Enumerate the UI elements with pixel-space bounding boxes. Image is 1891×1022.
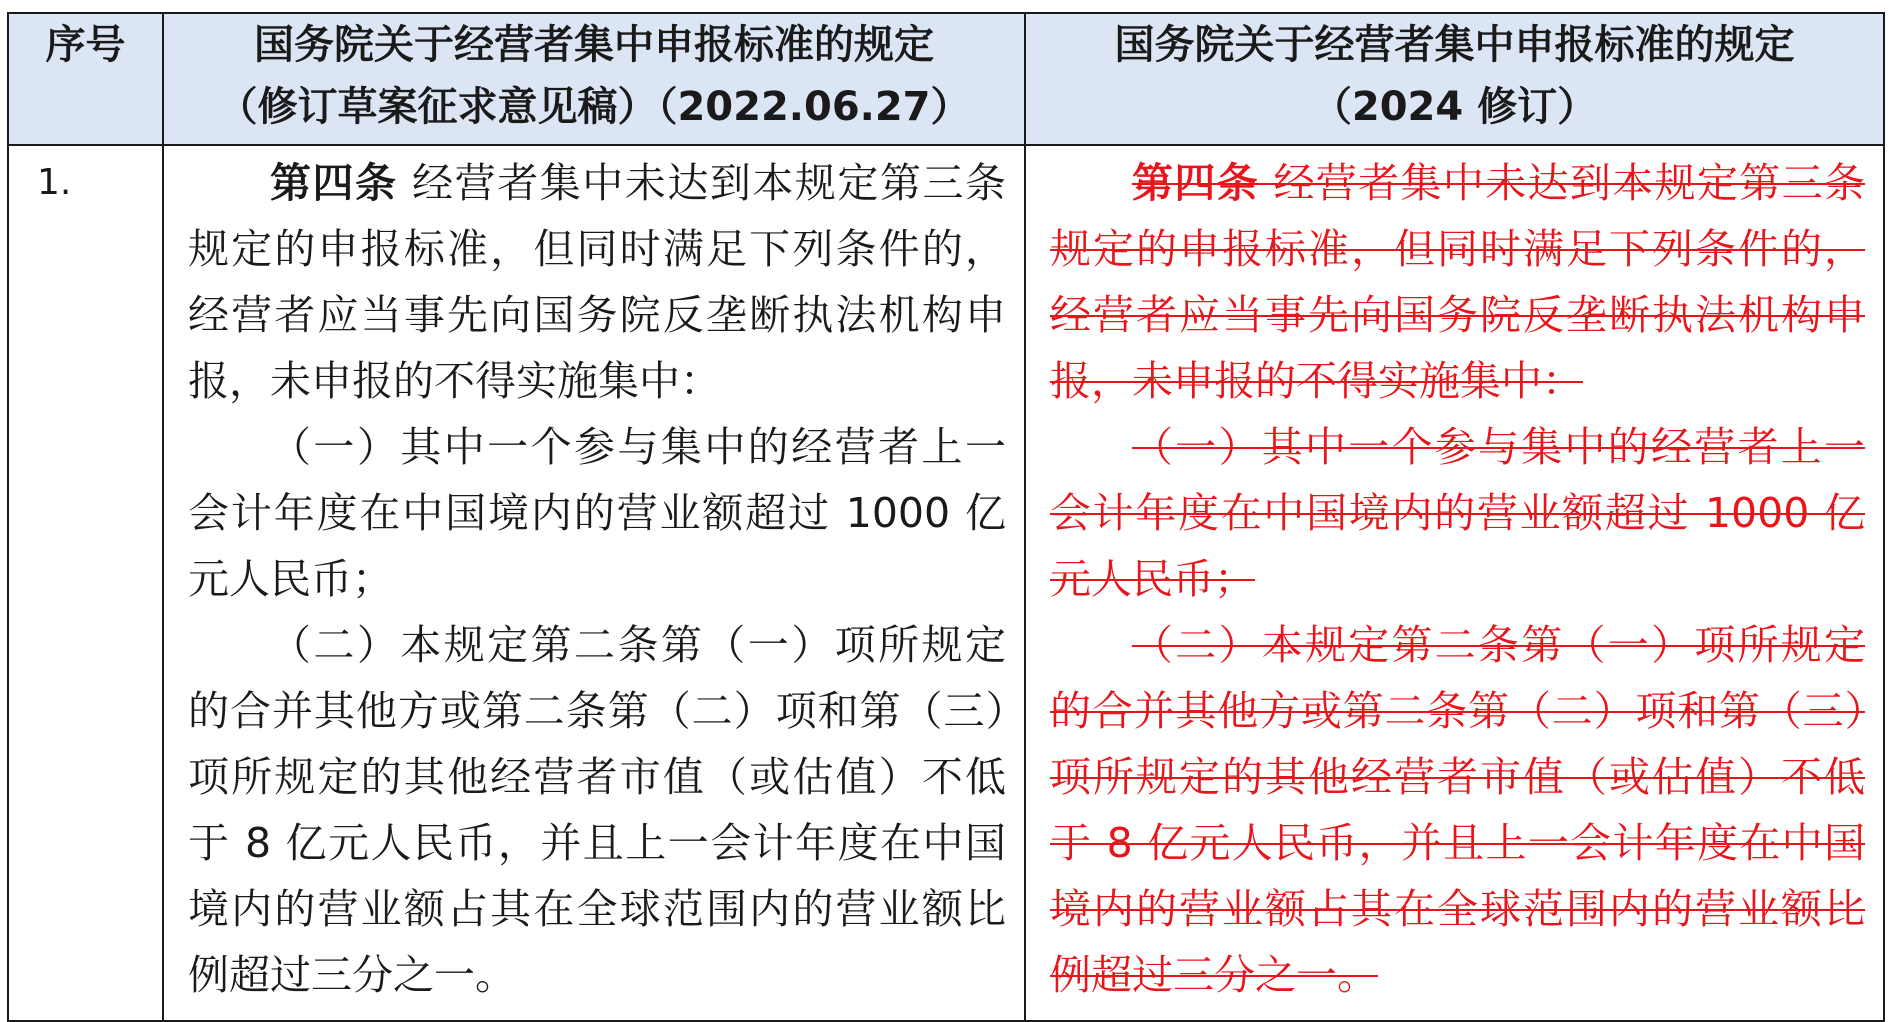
header-old-version [163,13,1025,145]
table-row [8,145,1884,1021]
clause-1: （一）其中一个参与集中的经营者上一会计年度在中国境内的营业额超过 1000 亿元人民币； [188,423,1006,603]
old-version-text [163,145,1025,1021]
article-paragraph-deleted [1050,150,1865,414]
clause-1-deleted: （一）其中一个参与集中的经营者上一会计年度在中国境内的营业额超过 1000 亿元人民币； [1050,423,1865,603]
new-version-text [1025,145,1884,1021]
header-new-subtitle: （2024 修订） [1311,84,1598,130]
article-number: 第四条 [270,159,398,207]
header-no-label: 序号 [45,22,126,68]
comparison-table [7,12,1885,1022]
header-no [8,13,163,145]
header-new-version [1025,13,1884,145]
header-new-title: 国务院关于经营者集中申报标准的规定 [1114,22,1795,68]
article-number: 第四条 [1132,159,1260,207]
header-old-subtitle: （修订草案征求意见稿）（2022.06.27） [217,84,971,130]
article-body-deleted: 经营者集中未达到本规定第三条规定的申报标准，但同时满足下列条件的，经营者应当事先向国务院反垄断执法机构申报，未申报的不得实施集中： [1050,159,1866,405]
article-body: 经营者集中未达到本规定第三条规定的申报标准，但同时满足下列条件的，经营者应当事先向国务院反垄断执法机构申报，未申报的不得实施集中： [188,159,1007,405]
row-number: 1. [8,145,163,1021]
article-paragraph [188,150,1006,414]
header-row [8,13,1884,145]
clause-2: （二）本规定第二条第（一）项所规定的合并其他方或第二条第（二）项和第（三）项所规定的其他经营者市值（或估值）不低于 8 亿元人民币，并且上一会计年度在中国境内的营业额占其在全球范围内的营业额比例超过三分之一。 [188,621,1006,999]
header-old-title: 国务院关于经营者集中申报标准的规定 [254,22,934,68]
clause-2-deleted: （二）本规定第二条第（一）项所规定的合并其他方或第二条第（二）项和第（三）项所规定的其他经营者市值（或估值）不低于 8 亿元人民币，并且上一会计年度在中国境内的营业额占其在全球范围内的营业额比例超过三分之一。 [1050,621,1865,999]
